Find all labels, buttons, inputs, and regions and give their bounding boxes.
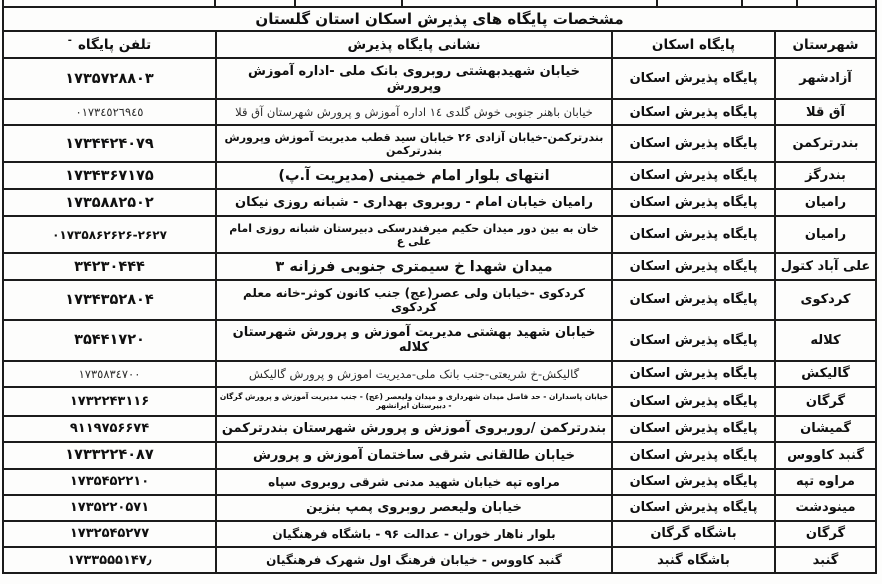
cell-phone <box>4 522 215 546</box>
cell-phone <box>4 417 215 441</box>
address-value: بندرترکمن-خیابان آزادی ۲۶ خیابان سید قطب مدیریت آموزش وپرورش بندرترکمن <box>224 130 604 157</box>
grid-line-fragment <box>294 0 296 6</box>
cell-city <box>774 321 875 360</box>
cell-city <box>774 388 875 415</box>
header-base <box>611 32 774 57</box>
phone-value: ۱۷۳۵۴۵۲۲۱۰ <box>69 474 150 490</box>
phone-value: ۱۷۳۳۵۵۵۱۴۷٫ <box>67 552 152 568</box>
base-value: پایگاه پذیرش اسکان <box>629 227 758 243</box>
cell-base <box>611 548 774 572</box>
city-value: کلاله <box>810 332 841 348</box>
city-value: رامیان <box>804 195 847 211</box>
grid-line-fragment <box>214 0 216 6</box>
cell-phone <box>4 163 215 188</box>
city-value: کردکوی <box>800 292 851 308</box>
base-value: پایگاه پذیرش اسکان <box>629 292 758 308</box>
cell-base <box>611 362 774 386</box>
base-value: پایگاه پذیرش اسکان <box>629 136 758 152</box>
cell-address <box>215 443 611 468</box>
table-row <box>4 163 875 190</box>
cell-base <box>611 217 774 252</box>
cell-phone <box>4 496 215 520</box>
header-city <box>774 32 875 57</box>
phone-value: ۱۷۳۵۸۸۲۵۰۲ <box>65 194 154 211</box>
cell-phone <box>4 470 215 494</box>
cell-address <box>215 100 611 124</box>
cell-city <box>774 190 875 215</box>
reception-bases-table <box>2 0 877 574</box>
city-value: مراوه تپه <box>796 474 855 490</box>
table-row <box>4 281 875 320</box>
cell-phone <box>4 217 215 252</box>
cell-base <box>611 388 774 415</box>
cell-base <box>611 126 774 161</box>
address-value: خیابان ولیعصر روبروی پمپ بنزین <box>306 500 522 516</box>
base-value: پایگاه پذیرش اسکان <box>629 474 758 490</box>
address-value: خیابان شهیدبهشتی روبروی بانک ملی -اداره آموزش وپرورش <box>247 63 581 94</box>
header-address-label: نشانی پایگاه پذیرش <box>347 36 481 53</box>
cell-address <box>215 190 611 215</box>
city-value: گالیکش <box>801 366 850 382</box>
phone-value: ۰۱۷۳۵۸۶۲۶۲۶-۲۶۲۷ <box>52 227 167 242</box>
cell-address <box>215 496 611 520</box>
header-address <box>215 32 611 57</box>
cell-city <box>774 100 875 124</box>
phone-value: ۱۷۳۲۲۴۳۱۱۶ <box>69 393 150 409</box>
cell-phone <box>4 443 215 468</box>
cell-address <box>215 470 611 494</box>
table-row <box>4 417 875 443</box>
cell-city <box>774 281 875 318</box>
cell-base <box>611 100 774 124</box>
base-value: پایگاه پذیرش اسکان <box>629 421 758 437</box>
cell-phone <box>4 362 215 386</box>
address-value: گالیکش-خ شریعتی-جنب بانک ملی-مدیریت اموزش و پرورش گالیکش <box>248 366 580 381</box>
table-row <box>4 126 875 163</box>
base-value: پایگاه پذیرش اسکان <box>629 71 758 87</box>
cell-city <box>774 59 875 98</box>
table-row <box>4 470 875 496</box>
base-value: پایگاه پذیرش اسکان <box>629 500 758 516</box>
cell-base <box>611 417 774 441</box>
cell-base <box>611 470 774 494</box>
base-value: پایگاه پذیرش اسکان <box>629 259 758 275</box>
table-row <box>4 522 875 548</box>
cell-base <box>611 254 774 279</box>
phone-value: ١٧٣٥٨٣٤٧٠٠ <box>78 366 141 381</box>
table-title: مشخصات پایگاه های پذیرش اسکان استان گلستان <box>255 10 624 28</box>
cell-phone <box>4 388 215 415</box>
cell-base <box>611 163 774 188</box>
base-value: باشگاه گرگان <box>650 526 737 542</box>
table-row <box>4 190 875 217</box>
cell-address <box>215 281 611 318</box>
cell-city <box>774 470 875 494</box>
city-value: رامیان <box>804 227 847 243</box>
address-value: انتهای بلوار امام خمینی (مدیریت آ.پ) <box>278 167 550 184</box>
city-value: آزادشهر <box>799 71 852 87</box>
cell-city <box>774 522 875 546</box>
address-value: میدان شهدا خ سیمتری جنوبی فرزانه ۳ <box>275 258 553 275</box>
table-row <box>4 496 875 522</box>
address-value: خیابان شهید بهشتی مدیریت آموزش و پرورش شهرستان کلاله <box>232 325 596 356</box>
cell-city <box>774 163 875 188</box>
base-value: پایگاه پذیرش اسکان <box>629 393 758 409</box>
address-value: خیابان پاسداران - حد فاصل میدان شهرداری و میدان ولیعصر (عج) - جنب مدیریت آموزش و پرورش گرگان - دبیرستان ایرانشهر <box>219 392 609 411</box>
cell-city <box>774 254 875 279</box>
cell-address <box>215 362 611 386</box>
address-value: بندرترکمن /روربروی آموزش و پرورش شهرستان بندرترکمن <box>221 421 607 437</box>
city-value: مینودشت <box>795 500 856 516</box>
table-body <box>4 59 875 572</box>
cell-phone <box>4 59 215 98</box>
cell-city <box>774 417 875 441</box>
table-row <box>4 100 875 126</box>
header-city-label: شهرستان <box>792 36 859 53</box>
phone-value: ۱۷۳۳۲۲۴۰۸۷ <box>65 447 154 464</box>
base-value: پایگاه پذیرش اسکان <box>629 447 758 463</box>
cell-base <box>611 190 774 215</box>
grid-line-fragment <box>741 0 743 6</box>
base-value: پایگاه پذیرش اسکان <box>629 195 758 211</box>
address-value: خان به بین دور میدان حکیم میرفندرسکی دبیرستان شبانه روزی امام علی ع <box>229 221 599 248</box>
table-row <box>4 59 875 100</box>
header-phone <box>4 32 215 57</box>
cell-base <box>611 281 774 318</box>
cell-city <box>774 496 875 520</box>
grid-line-fragment <box>401 0 403 6</box>
grid-line-fragment <box>796 0 798 6</box>
table-row <box>4 443 875 470</box>
cell-address <box>215 217 611 252</box>
cell-phone <box>4 548 215 572</box>
phone-value: ۱۷۳۵۷۲۸۸۰۳ <box>65 70 154 87</box>
cell-address <box>215 59 611 98</box>
table-row <box>4 321 875 362</box>
cell-phone <box>4 321 215 360</box>
grid-line-fragment <box>656 0 658 6</box>
phone-value: ۱۷۳۵۲۲۰۵۷۱ <box>69 500 150 516</box>
cell-address <box>215 548 611 572</box>
address-value: خیابان طالقانی شرقی ساختمان آموزش و پرورش <box>252 447 576 463</box>
address-value: گنبد کاووس - خیابان فرهنگ اول شهرک فرهنگیان <box>266 553 562 568</box>
cell-city <box>774 443 875 468</box>
cell-base <box>611 321 774 360</box>
cell-base <box>611 496 774 520</box>
city-value: بندرگز <box>805 168 846 184</box>
base-value: باشگاه گنبد <box>657 552 730 568</box>
city-value: گرگان <box>805 526 846 542</box>
city-value: بندرترکمن <box>792 136 859 152</box>
table-row <box>4 362 875 388</box>
phone-value: ۱۷۳۴۳۵۲۸۰۴ <box>65 291 154 308</box>
city-value: علی آباد کتول <box>780 259 871 275</box>
phone-value: ۱۷۳۲۵۴۵۲۷۷ <box>69 526 150 542</box>
table-row <box>4 217 875 254</box>
city-value: گرگان <box>805 393 846 409</box>
phone-value: ٠١٧٣٤٥٢٦٩٤٥ <box>75 105 144 120</box>
city-value: آق قلا <box>806 104 845 120</box>
address-value: کردکوی -خیابان ولی عصر(عج) جنب کانون کوثر-خانه معلم کردکوی <box>243 285 585 314</box>
cell-phone <box>4 281 215 318</box>
city-value: گنبد کاووس <box>787 447 864 463</box>
cell-phone <box>4 126 215 161</box>
phone-value: ۳۵۴۴۱۷۲۰ <box>74 332 145 349</box>
cell-address <box>215 254 611 279</box>
table-row <box>4 548 875 572</box>
cell-address <box>215 163 611 188</box>
phone-value: ۹۱۱۹۷۵۶۶۷۴ <box>69 421 150 437</box>
base-value: پایگاه پذیرش اسکان <box>629 104 758 120</box>
cell-address <box>215 321 611 360</box>
phone-value: ۱۷۳۴۴۲۴۰۷۹ <box>65 135 154 152</box>
city-value: گنبد <box>812 552 839 568</box>
base-value: پایگاه پذیرش اسکان <box>629 332 758 348</box>
cell-address <box>215 388 611 415</box>
header-base-label: پایگاه اسکان <box>651 36 736 53</box>
cell-address <box>215 126 611 161</box>
cell-base <box>611 522 774 546</box>
table-row <box>4 254 875 281</box>
address-value: مراوه تپه خیابان شهید مدنی شرقی روبروی سپاه <box>268 474 560 489</box>
cell-phone <box>4 254 215 279</box>
top-partial-row <box>4 0 875 8</box>
cell-phone <box>4 190 215 215</box>
base-value: پایگاه پذیرش اسکان <box>629 168 758 184</box>
title-row <box>4 8 875 32</box>
cell-address <box>215 522 611 546</box>
address-value: رامیان خیابان امام - روبروی بهداری - شبانه روزی نیکان <box>235 195 593 211</box>
cell-address <box>215 417 611 441</box>
address-value: بلوار ناهار خوران - عدالت ۹۶ - باشگاه فرهنگیان <box>272 526 556 541</box>
cell-base <box>611 443 774 468</box>
city-value: گمیشان <box>800 421 851 437</box>
address-value: خیابان باهنر جنوبی خوش گلدی ١٤ اداره آموزش و پرورش شهرستان آق قلا <box>235 105 593 120</box>
cell-city <box>774 217 875 252</box>
cell-base <box>611 59 774 98</box>
cell-city <box>774 126 875 161</box>
phone-value: ۳۴۲۳۰۴۴۴ <box>74 258 145 275</box>
base-value: پایگاه پذیرش اسکان <box>629 366 758 382</box>
header-phone-dash-mark: - <box>67 35 72 46</box>
header-phone-label: تلفن پایگاه <box>77 36 152 53</box>
table-row <box>4 388 875 417</box>
cell-phone <box>4 100 215 124</box>
cell-city <box>774 362 875 386</box>
cell-city <box>774 548 875 572</box>
phone-value: ۱۷۳۴۳۶۷۱۷۵ <box>65 167 154 184</box>
header-row <box>4 32 875 59</box>
